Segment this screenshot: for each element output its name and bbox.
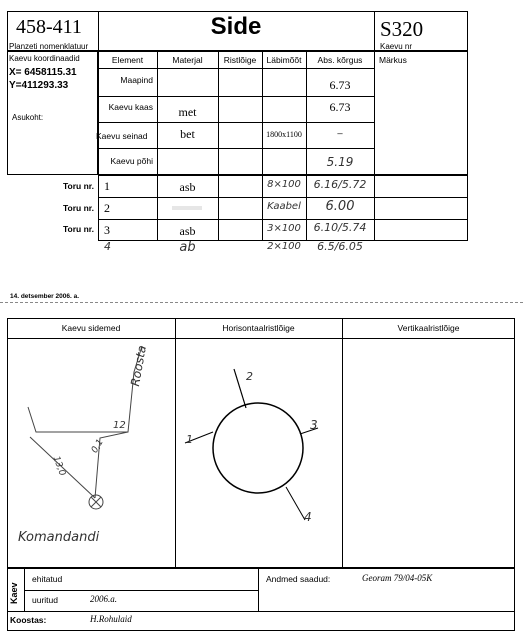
row-material: bet: [180, 127, 195, 141]
footer-frame: [7, 568, 515, 631]
pipe-diameter: 8×100: [267, 179, 301, 190]
well-number: S320: [380, 17, 424, 41]
col-title-horizontal: Horisontaalristlõige: [222, 323, 295, 333]
date-note: 14. detsember 2006. a.: [10, 293, 80, 300]
row-elevation: 5.19: [326, 155, 354, 169]
header-elevation: Abs. kõrgus: [317, 55, 363, 65]
pipe-elevation: 6.10/5.74: [313, 221, 367, 234]
built-label: ehitatud: [32, 574, 63, 584]
row-elevation: 6.73: [329, 78, 351, 92]
header-element: Element: [111, 55, 144, 65]
direction-1: 1: [186, 433, 193, 446]
pipe-number: 1: [104, 179, 110, 193]
row-elevation: _: [337, 124, 343, 134]
extra-pipe-elevation: 6.5/6.05: [317, 240, 363, 253]
direction-2: 2: [246, 370, 253, 383]
pipe-number: 3: [104, 223, 110, 237]
annotation-street: Komandandi: [18, 530, 100, 545]
row-element: Kaevu seinad: [96, 131, 148, 141]
pipe-label: Toru nr.: [62, 181, 94, 191]
col-title-links: Kaevu sidemed: [61, 323, 121, 333]
pipe-material: asb: [179, 224, 196, 238]
coords-label: Kaevu koordinaadid: [9, 54, 80, 63]
pipe-diameter: Kaabel: [267, 201, 301, 212]
pipe-material: asb: [179, 180, 196, 194]
sheet-label: Planzeti nomenklatuur: [9, 42, 89, 51]
extra-pipe-number: 4: [104, 240, 111, 253]
coord-y: Y=411293.33: [9, 80, 69, 91]
coord-x: X= 6458115.31: [9, 67, 77, 78]
extra-pipe-diameter: 2×100: [267, 241, 301, 252]
pipe-line-2: [234, 369, 246, 408]
location-label: Asukoht:: [12, 113, 44, 122]
kaev-side-label: Kaev: [9, 582, 19, 604]
annotation-01: 0,1: [90, 437, 106, 455]
annotation-13: 13,0: [50, 455, 67, 478]
row-element: Kaevu põhi: [110, 156, 153, 166]
row-diameter: 1800x1100: [266, 130, 302, 139]
measured-label: uuritud: [32, 595, 58, 605]
measured-value: 2006.a.: [90, 594, 117, 604]
pipe-elevation: 6.16/5.72: [313, 178, 367, 191]
direction-3: 3: [310, 418, 318, 432]
row-element: Kaevu kaas: [108, 102, 153, 112]
header-material: Materjal: [172, 55, 203, 65]
pipe-label: Toru nr.: [62, 203, 94, 213]
header-remark: Märkus: [379, 55, 407, 65]
pipe-line-4: [286, 487, 305, 520]
direction-4: 4: [304, 510, 312, 524]
annotation-12: 12: [113, 420, 126, 431]
row-elevation: 6.73: [329, 100, 351, 114]
well-label: Kaevu nr: [380, 42, 413, 51]
col-title-vertical: Vertikaalristlõige: [397, 323, 460, 333]
row-element: Maapind: [120, 75, 153, 85]
author-label: Koostas:: [10, 615, 47, 625]
well-circle: [213, 403, 303, 493]
header-section: Ristlõige: [223, 55, 257, 65]
sheet-number: 458-411: [16, 16, 82, 38]
page-title: Side: [210, 13, 262, 40]
annotation-roosta: Roosta: [128, 344, 149, 388]
row-material: met: [178, 105, 197, 119]
pipe-label: Toru nr.: [62, 224, 94, 234]
pipe-number: 2: [104, 201, 110, 215]
data-from-label: Andmed saadud:: [266, 574, 331, 584]
author-value: H.Rohulaid: [90, 614, 132, 624]
data-from-value: Georam 79/04-05K: [362, 573, 433, 583]
header-diameter: Läbimõõt: [266, 55, 302, 65]
extra-pipe-material: ab: [179, 240, 196, 255]
pipe-elevation: 6.00: [325, 199, 355, 214]
pipe-diameter: 3×100: [267, 223, 301, 234]
